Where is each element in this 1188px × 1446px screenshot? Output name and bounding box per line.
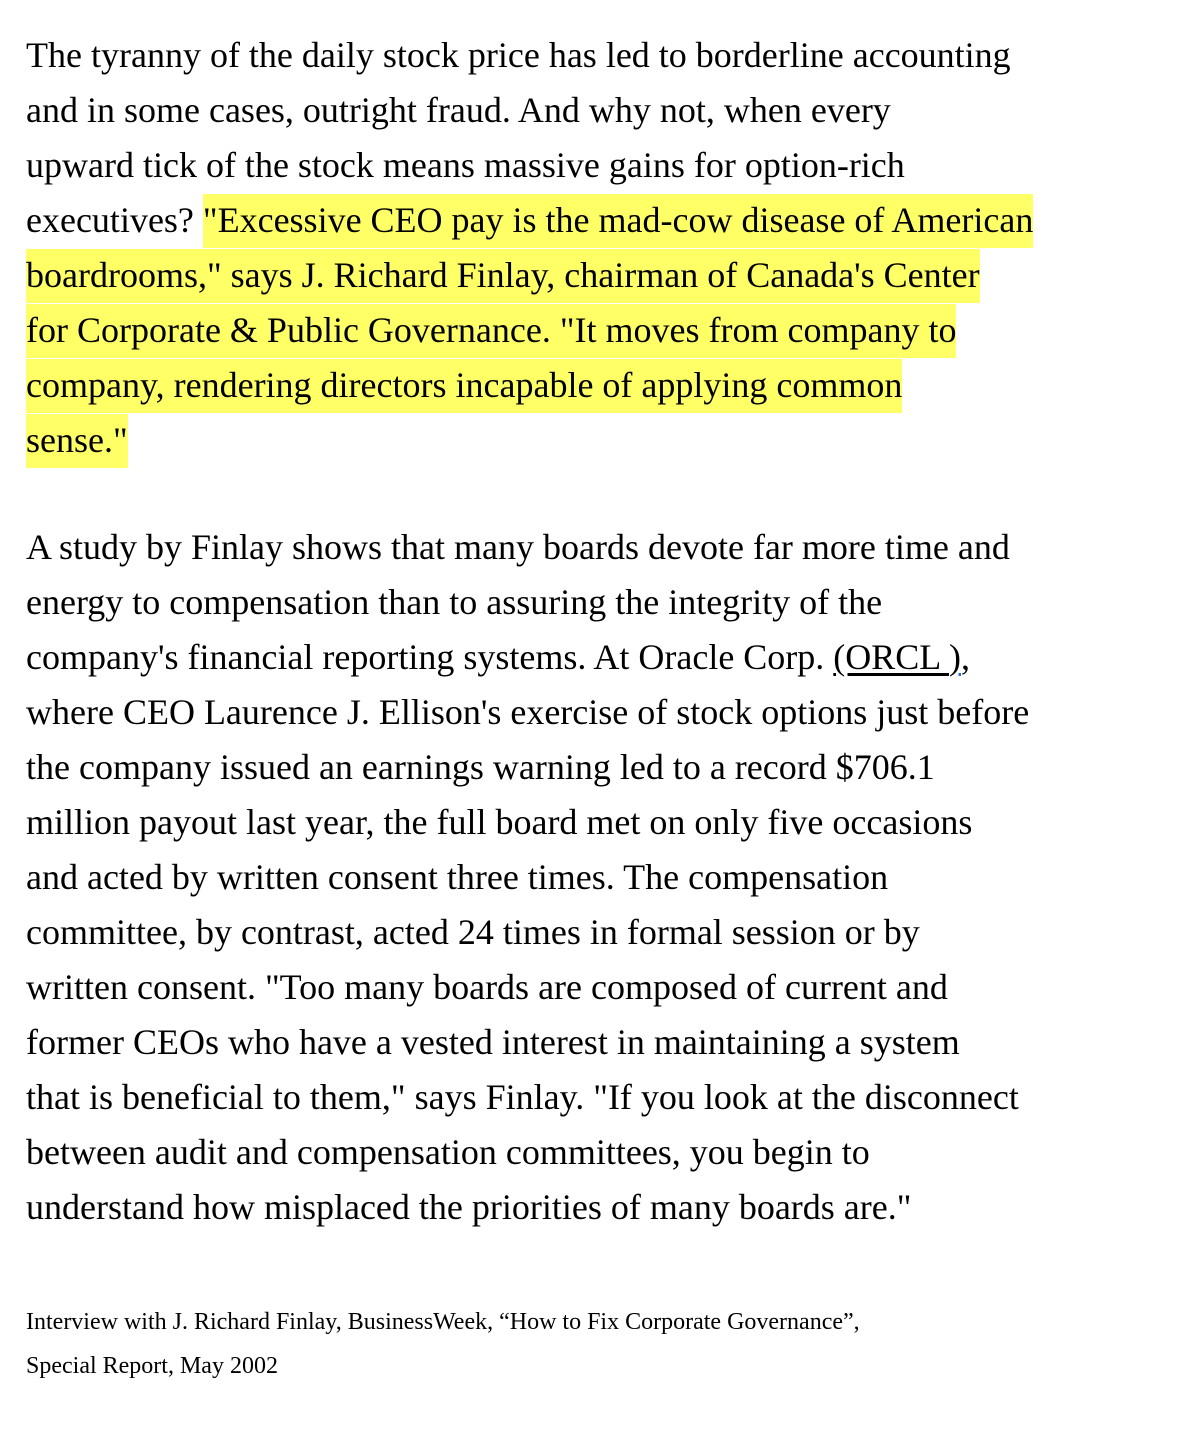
highlighted-quote: "Excessive CEO pay is the mad-cow disease of American [203,194,1033,248]
paragraph-1-line-2: and in some cases, outright fraud. And why not, when every [26,90,891,130]
plain-text: company's financial reporting systems. At Oracle Corp. [26,637,834,677]
paragraph-2-line-4: where CEO Laurence J. Ellison's exercise of stock options just before [26,692,1030,732]
citation-line-1: Interview with J. Richard Finlay, BusinessWeek, “How to Fix Corporate Governance”, [26,1309,860,1335]
highlighted-quote: sense." [26,414,128,468]
plain-text: , [960,637,970,677]
citation-line-2: Special Report, May 2002 [26,1353,278,1379]
ticker-close-paren: ) [948,637,961,677]
paragraph-2-line-6: million payout last year, the full board met on only five occasions [26,802,973,842]
citation [26,1300,1166,1388]
paragraph-1-line-7 [26,358,1166,413]
paragraph-gap [26,468,1166,520]
paragraph-1-line-8 [26,413,1166,468]
paragraph-2-line-10: former CEOs who have a vested interest in maintaining a system [26,1022,960,1062]
highlighted-quote: for Corporate & Public Governance. "It moves from company to [26,304,956,358]
paragraph-2-line-11: that is beneficial to them," says Finlay. "If you look at the disconnect [26,1077,1019,1117]
plain-text: executives? [26,200,203,240]
highlighted-quote: boardrooms," says J. Richard Finlay, chairman of Canada's Center [26,249,980,303]
paragraph-1-line-5 [26,248,1166,303]
paragraph-1-line-3: upward tick of the stock means massive gains for option-rich [26,145,905,185]
paragraph-2-line-1: A study by Finlay shows that many boards devote far more time and [26,527,1010,567]
paragraph-2-line-2: energy to compensation than to assuring the integrity of the [26,582,883,622]
paragraph-2-line-13: understand how misplaced the priorities of many boards are." [26,1187,912,1227]
paragraph-2 [26,520,1166,1235]
orcl-ticker-link[interactable] [833,637,961,677]
paragraph-1-line-1: The tyranny of the daily stock price has led to borderline accounting [26,35,1011,75]
ticker-text: (ORCL [833,637,949,677]
paragraph-1 [26,28,1166,468]
paragraph-2-line-3 [26,630,1166,685]
paragraph-2-line-9: written consent. "Too many boards are composed of current and [26,967,948,1007]
paragraph-2-line-12: between audit and compensation committees, you begin to [26,1132,870,1172]
highlighted-quote: company, rendering directors incapable of applying common [26,359,902,413]
paragraph-1-line-4 [26,193,1166,248]
paragraph-1-line-6 [26,303,1166,358]
paragraph-2-line-8: committee, by contrast, acted 24 times in formal session or by [26,912,920,952]
paragraph-2-line-5: the company issued an earnings warning led to a record $706.1 [26,747,935,787]
article-body [26,28,1166,1235]
paragraph-2-line-7: and acted by written consent three times. The compensation [26,857,889,897]
